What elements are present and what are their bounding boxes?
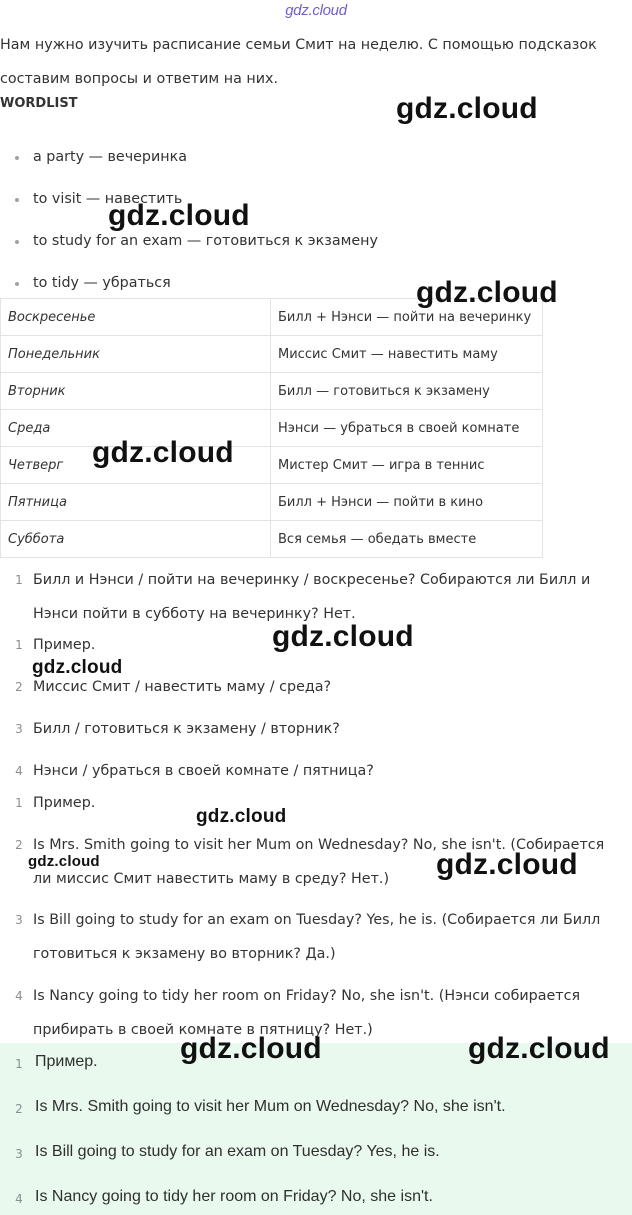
schedule-table xyxy=(0,298,543,558)
activity-cell: Билл — готовиться к экзамену xyxy=(271,373,543,410)
item-number: 2 xyxy=(15,680,23,694)
intro-line: составим вопросы и ответим на них. xyxy=(0,71,279,87)
day-cell: Воскресенье xyxy=(1,299,271,336)
table-row xyxy=(1,447,543,484)
activity-cell: Билл + Нэнси — пойти на вечеринку xyxy=(271,299,543,336)
wordlist-item-text: to visit — навестить xyxy=(33,191,183,207)
item-text xyxy=(33,903,630,971)
day-cell: Понедельник xyxy=(1,336,271,373)
activity-cell: Билл + Нэнси — пойти в кино xyxy=(271,484,543,521)
day-cell: Пятница xyxy=(1,484,271,521)
item-number: 1 xyxy=(15,796,23,810)
bullet-icon xyxy=(15,198,19,202)
intro-text xyxy=(0,28,630,96)
wordlist-item-text: to tidy — убраться xyxy=(33,275,171,291)
item-number: 4 xyxy=(15,1192,23,1206)
item-number: 3 xyxy=(15,722,23,736)
table-row xyxy=(1,410,543,447)
watermark: gdz.cloud xyxy=(180,1032,322,1065)
bullet-icon xyxy=(15,282,19,286)
activity-cell: Нэнси — убраться в своей комнате xyxy=(271,410,543,447)
item-line: Is Nancy going to tidy her room on Friday? No, she isn't. (Нэнси собирается xyxy=(33,988,581,1004)
item-text: Is Nancy going to tidy her room on Friday? No, she isn't. xyxy=(35,1188,433,1205)
activity-cell: Мистер Смит — игра в теннис xyxy=(271,447,543,484)
activity-cell: Миссис Смит — навестить маму xyxy=(271,336,543,373)
wordlist-item xyxy=(0,140,600,182)
item-line: Is Bill going to study for an exam on Tuesday? Yes, he is. (Собирается ли Билл xyxy=(33,912,601,928)
bullet-icon xyxy=(15,156,19,160)
item-line: Билл и Нэнси / пойти на вечеринку / воскресенье? Собираются ли Билл и xyxy=(33,572,591,588)
wordlist-heading: WORDLIST xyxy=(0,96,78,111)
wordlist-item-text: a party — вечеринка xyxy=(33,149,188,165)
item-number: 4 xyxy=(15,989,23,1003)
item-text: Пример. xyxy=(33,795,96,811)
watermark: gdz.cloud xyxy=(396,92,538,125)
table-row xyxy=(1,373,543,410)
bullet-icon xyxy=(15,240,19,244)
item-line: прибирать в своей комнате в пятницу? Нет.) xyxy=(33,1022,373,1038)
table-row xyxy=(1,336,543,373)
watermark: gdz.cloud xyxy=(272,620,414,653)
table-row xyxy=(1,484,543,521)
item-line: Нэнси пойти в субботу на вечеринку? Нет. xyxy=(33,606,356,622)
watermark: gdz.cloud xyxy=(436,848,578,881)
item-number: 3 xyxy=(15,913,23,927)
table-row xyxy=(1,521,543,558)
item-number: 2 xyxy=(15,1102,23,1116)
watermark: gdz.cloud xyxy=(28,853,100,870)
wordlist-item-text: to study for an exam — готовиться к экзамену xyxy=(33,233,378,249)
watermark: gdz.cloud xyxy=(196,806,287,827)
watermark: gdz.cloud xyxy=(108,199,250,232)
item-text: Пример. xyxy=(35,1053,98,1070)
wordlist-item xyxy=(0,182,600,224)
item-text: Is Mrs. Smith going to visit her Mum on Wednesday? No, she isn't. xyxy=(35,1098,506,1115)
watermark: gdz.cloud xyxy=(32,657,123,678)
item-text: Is Bill going to study for an exam on Tuesday? Yes, he is. xyxy=(35,1143,440,1160)
item-text: Пример. xyxy=(33,637,96,653)
item-text: Нэнси / убраться в своей комнате / пятница? xyxy=(33,763,374,779)
activity-cell: Вся семья — обедать вместе xyxy=(271,521,543,558)
intro-line: Нам нужно изучить расписание семьи Смит на неделю. С помощью подсказок xyxy=(0,37,597,53)
watermark: gdz.cloud xyxy=(416,276,558,309)
item-number: 4 xyxy=(15,764,23,778)
item-text: Билл / готовиться к экзамену / вторник? xyxy=(33,721,340,737)
top-watermark: gdz.cloud xyxy=(285,2,347,19)
day-cell: Вторник xyxy=(1,373,271,410)
item-number: 1 xyxy=(15,1057,23,1071)
day-cell: Среда xyxy=(1,410,271,447)
item-line: ли миссис Смит навестить маму в среду? Нет.) xyxy=(33,871,390,887)
day-cell: Четверг xyxy=(1,447,271,484)
item-text: Миссис Смит / навестить маму / среда? xyxy=(33,679,332,695)
watermark: gdz.cloud xyxy=(92,436,234,469)
answer-block xyxy=(0,1043,632,1215)
item-number: 2 xyxy=(15,838,23,852)
watermark: gdz.cloud xyxy=(468,1032,610,1065)
item-number: 3 xyxy=(15,1147,23,1161)
item-line: готовиться к экзамену во вторник? Да.) xyxy=(33,946,336,962)
wordlist-item xyxy=(0,224,600,266)
day-cell: Суббота xyxy=(1,521,271,558)
item-number: 1 xyxy=(15,573,23,587)
item-number: 1 xyxy=(15,638,23,652)
item-line: Is Mrs. Smith going to visit her Mum on Wednesday? No, she isn't. (Собирается xyxy=(33,837,605,853)
